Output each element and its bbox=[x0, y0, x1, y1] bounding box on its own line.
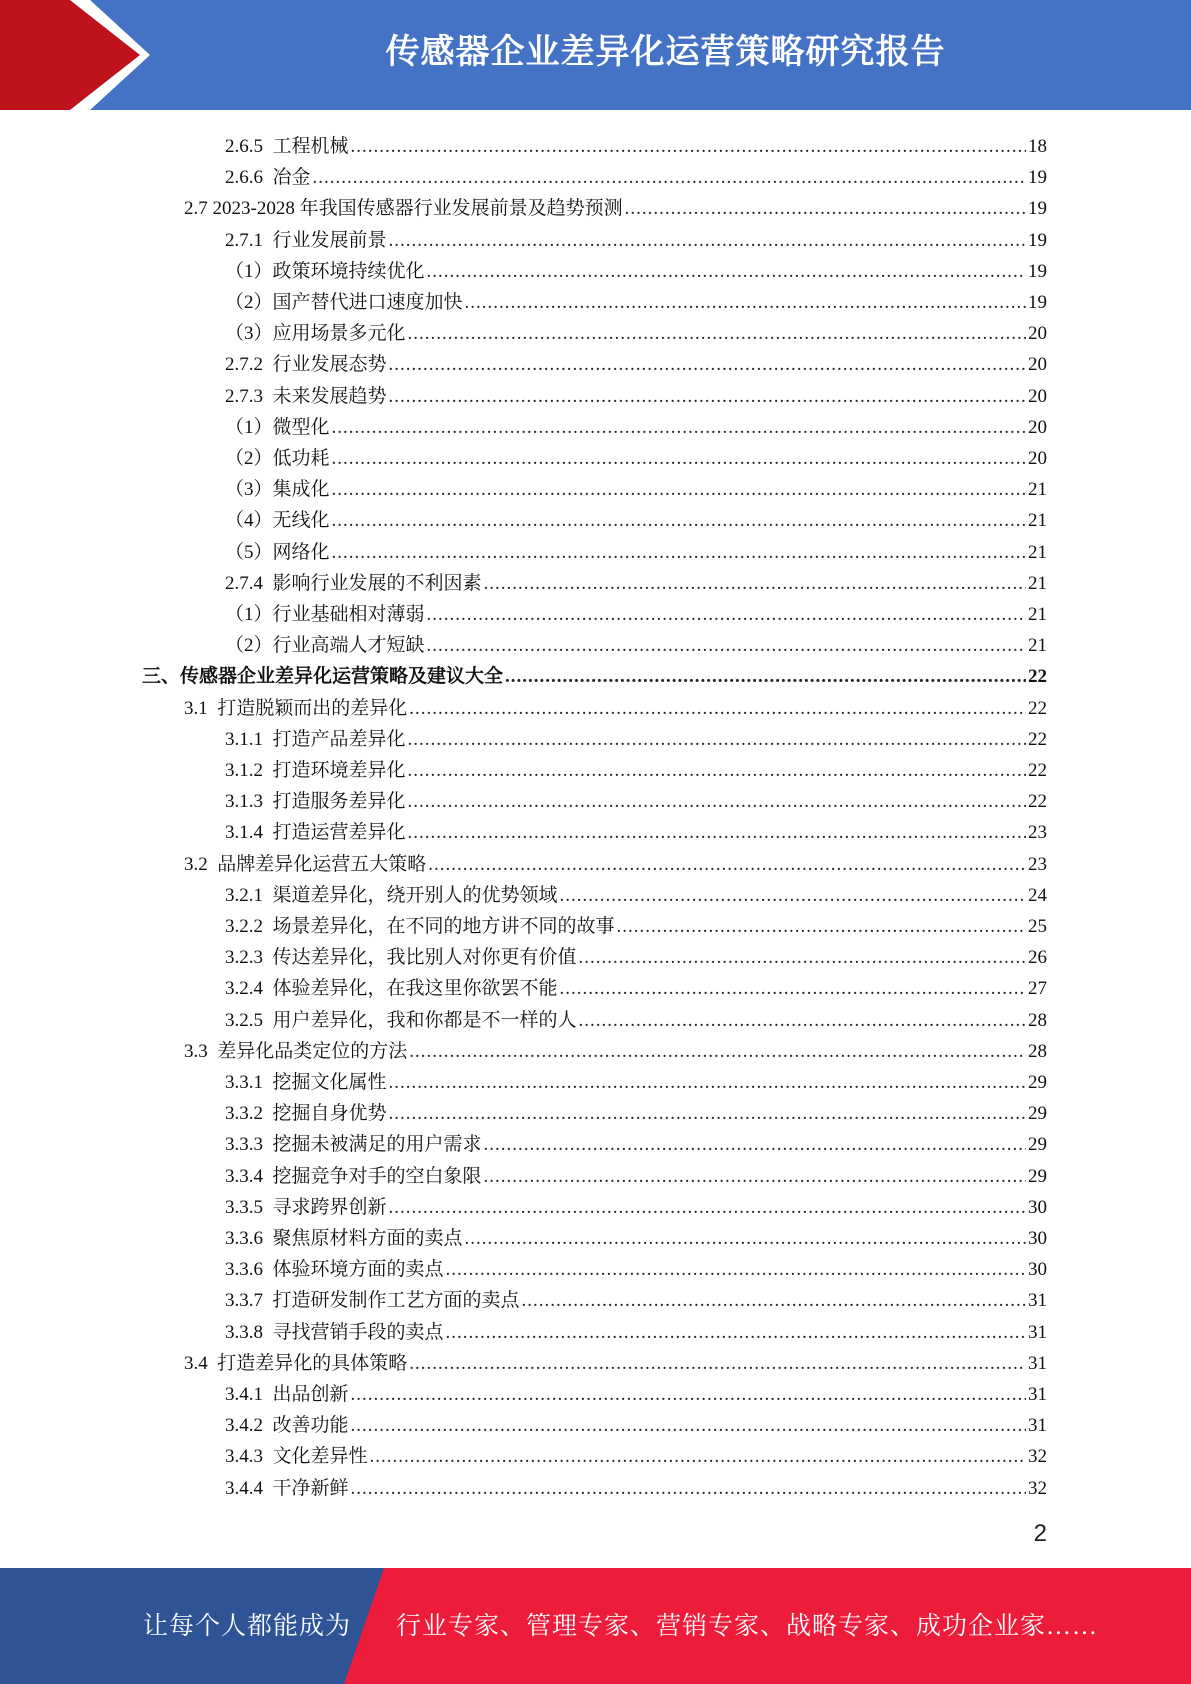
toc-entry[interactable] bbox=[225, 938, 1047, 969]
toc-entry-page: 21 bbox=[1028, 604, 1047, 625]
toc-entry-label: 2.7.2 行业发展态势 bbox=[225, 354, 387, 376]
toc-entry[interactable] bbox=[184, 1032, 1047, 1063]
toc-entry[interactable] bbox=[225, 345, 1047, 376]
toc-entry-label: 3.3 差异化品类定位的方法 bbox=[184, 1040, 408, 1062]
toc-entry-label: （1）行业基础相对薄弱 bbox=[225, 604, 425, 625]
toc-entry-page: 23 bbox=[1028, 853, 1047, 875]
toc-leader-dots bbox=[505, 666, 1026, 688]
toc-entry-page: 19 bbox=[1028, 292, 1047, 313]
toc-entry-label: （3）集成化 bbox=[225, 479, 330, 501]
toc-entry[interactable] bbox=[225, 501, 1047, 532]
toc-leader-dots bbox=[389, 354, 1026, 376]
footer-slogan-left: 让每个人都能成为 bbox=[143, 1613, 352, 1640]
toc-entry-label: （5）网络化 bbox=[225, 541, 330, 563]
toc-entry-page: 29 bbox=[1028, 1072, 1047, 1093]
toc-leader-dots bbox=[351, 1415, 1026, 1437]
toc-entry[interactable] bbox=[225, 1125, 1047, 1156]
toc-leader-dots bbox=[389, 1072, 1026, 1094]
toc-entry-page: 28 bbox=[1028, 1040, 1047, 1062]
toc-entry-page: 21 bbox=[1028, 572, 1047, 594]
toc-leader-dots bbox=[560, 978, 1026, 1000]
toc-entry-label: 3.4.2 改善功能 bbox=[225, 1415, 349, 1437]
page-number: 2 bbox=[1033, 1520, 1047, 1547]
toc-entry-label: （1）政策环境持续优化 bbox=[225, 260, 425, 282]
toc-entry[interactable] bbox=[225, 314, 1047, 345]
toc-leader-dots bbox=[408, 760, 1026, 782]
toc-entry-label: 3.2.1 渠道差异化，绕开别人的优势领域 bbox=[225, 884, 558, 906]
toc-entry-page: 31 bbox=[1028, 1321, 1047, 1343]
toc-entry-label: 3.4.3 文化差异性 bbox=[225, 1446, 368, 1468]
toc-entry-page: 29 bbox=[1028, 1134, 1047, 1156]
toc-entry[interactable] bbox=[225, 907, 1047, 938]
toc-entry[interactable] bbox=[225, 533, 1047, 564]
toc-entry-label: 3.3.6 体验环境方面的卖点 bbox=[225, 1259, 444, 1281]
toc-entry[interactable] bbox=[225, 813, 1047, 844]
toc-leader-dots bbox=[428, 854, 1026, 876]
toc-entry[interactable] bbox=[225, 1219, 1047, 1250]
toc-entry[interactable] bbox=[225, 1469, 1047, 1500]
toc-entry-page: 31 bbox=[1028, 1290, 1047, 1312]
toc-leader-dots bbox=[332, 448, 1026, 470]
toc-leader-dots bbox=[484, 1166, 1026, 1188]
toc-entry-page: 32 bbox=[1028, 1477, 1047, 1499]
toc-leader-dots bbox=[332, 510, 1026, 532]
toc-entry-label: 3.2.3 传达差异化，我比别人对你更有价值 bbox=[225, 947, 577, 969]
document-title: 传感器企业差异化运营策略研究报告 bbox=[385, 32, 946, 72]
toc-entry[interactable] bbox=[225, 1250, 1047, 1281]
toc-entry-page: 19 bbox=[1028, 260, 1047, 282]
toc-leader-dots bbox=[351, 136, 1026, 158]
toc-entry[interactable] bbox=[225, 221, 1047, 252]
toc-entry-page: 19 bbox=[1028, 167, 1047, 189]
toc-leader-dots bbox=[332, 479, 1026, 501]
toc-entry-page: 29 bbox=[1028, 1103, 1047, 1125]
toc-entry-label: 3.2.4 体验差异化，在我这里你欲罢不能 bbox=[225, 978, 558, 1000]
toc-entry[interactable] bbox=[142, 657, 1047, 688]
toc-leader-dots bbox=[446, 1322, 1026, 1344]
toc-entry-page: 28 bbox=[1028, 1009, 1047, 1031]
toc-entry-page: 22 bbox=[1028, 666, 1047, 688]
toc-entry[interactable] bbox=[225, 1001, 1047, 1032]
toc-entry-label: 3.3.4 挖掘竞争对手的空白象限 bbox=[225, 1165, 482, 1187]
toc-entry[interactable] bbox=[225, 720, 1047, 751]
toc-entry-page: 20 bbox=[1028, 448, 1047, 469]
toc-entry[interactable] bbox=[225, 283, 1047, 314]
toc-leader-dots bbox=[370, 1446, 1026, 1468]
toc-entry-label: 3.1.2 打造环境差异化 bbox=[225, 760, 406, 781]
toc-entry-page: 21 bbox=[1028, 635, 1047, 657]
toc-entry-label: 2.7.1 行业发展前景 bbox=[225, 229, 387, 251]
toc-leader-dots bbox=[332, 417, 1026, 439]
toc-entry-label: 2.7.4 影响行业发展的不利因素 bbox=[225, 572, 482, 594]
toc-entry-label: 2.6.6 冶金 bbox=[225, 167, 311, 189]
toc-leader-dots bbox=[427, 635, 1026, 657]
toc-entry-page: 30 bbox=[1028, 1228, 1047, 1249]
toc-leader-dots bbox=[351, 1478, 1026, 1500]
toc-leader-dots bbox=[465, 1228, 1026, 1250]
toc-leader-dots bbox=[446, 1259, 1026, 1281]
toc-leader-dots bbox=[484, 573, 1026, 595]
toc-entry[interactable] bbox=[225, 1188, 1047, 1219]
toc-entry[interactable] bbox=[225, 408, 1047, 439]
toc-entry-page: 25 bbox=[1028, 916, 1047, 937]
toc-entry[interactable] bbox=[225, 1281, 1047, 1312]
toc-entry[interactable] bbox=[225, 439, 1047, 470]
toc-entry-label: 2.7.3 未来发展趋势 bbox=[225, 385, 387, 407]
toc-entry-page: 20 bbox=[1028, 416, 1047, 438]
toc-entry-label: （2）国产替代进口速度加快 bbox=[225, 292, 463, 313]
toc-entry[interactable] bbox=[225, 626, 1047, 657]
toc-entry-page: 19 bbox=[1028, 229, 1047, 251]
toc-entry-label: 3.4 打造差异化的具体策略 bbox=[184, 1352, 408, 1374]
toc-entry-label: 3.3.3 挖掘未被满足的用户需求 bbox=[225, 1134, 482, 1156]
toc-entry-page: 23 bbox=[1028, 822, 1047, 844]
toc-entry-page: 20 bbox=[1028, 323, 1047, 345]
toc-entry[interactable] bbox=[184, 689, 1047, 720]
toc-entry[interactable] bbox=[225, 1313, 1047, 1344]
toc-entry-page: 30 bbox=[1028, 1259, 1047, 1281]
toc-entry-label: 2.7 2023-2028 年我国传感器行业发展前景及趋势预测 bbox=[184, 198, 623, 220]
toc-entry-label: （1）微型化 bbox=[225, 416, 330, 438]
toc-entry[interactable] bbox=[225, 751, 1047, 782]
toc-entry-page: 32 bbox=[1028, 1446, 1047, 1468]
toc-entry-page: 31 bbox=[1028, 1384, 1047, 1405]
toc-leader-dots bbox=[408, 323, 1026, 345]
toc-leader-dots bbox=[389, 230, 1026, 252]
toc-entry[interactable] bbox=[225, 595, 1047, 626]
toc-entry[interactable] bbox=[225, 1375, 1047, 1406]
toc-leader-dots bbox=[332, 542, 1026, 564]
toc-leader-dots bbox=[313, 167, 1026, 189]
toc-leader-dots bbox=[427, 604, 1026, 626]
toc-leader-dots bbox=[389, 1103, 1026, 1125]
toc-entry-page: 31 bbox=[1028, 1415, 1047, 1437]
toc-entry-label: 3.1.3 打造服务差异化 bbox=[225, 791, 406, 813]
toc-entry-page: 20 bbox=[1028, 385, 1047, 407]
page-header bbox=[0, 0, 1191, 110]
toc-leader-dots bbox=[409, 1353, 1026, 1375]
toc-entry-label: 3.3.1 挖掘文化属性 bbox=[225, 1072, 387, 1093]
toc-leader-dots bbox=[579, 1010, 1026, 1032]
toc-leader-dots bbox=[408, 729, 1026, 751]
toc-entry-label: 3.3.7 打造研发制作工艺方面的卖点 bbox=[225, 1290, 520, 1312]
toc-entry[interactable] bbox=[225, 377, 1047, 408]
toc-entry-label: 3.4.4 干净新鲜 bbox=[225, 1477, 349, 1499]
toc-leader-dots bbox=[617, 916, 1026, 938]
toc-leader-dots bbox=[625, 198, 1026, 220]
toc-entry-label: 三、传感器企业差异化运营策略及建议大全 bbox=[142, 666, 504, 688]
toc-entry-page: 27 bbox=[1028, 978, 1047, 1000]
toc-entry-label: 3.3.5 寻求跨界创新 bbox=[225, 1196, 387, 1218]
toc-entry-page: 21 bbox=[1028, 541, 1047, 563]
toc-leader-dots bbox=[351, 1384, 1026, 1406]
toc-entry-page: 22 bbox=[1028, 791, 1047, 813]
toc-entry-page: 20 bbox=[1028, 354, 1047, 376]
toc-entry[interactable] bbox=[225, 1406, 1047, 1437]
toc-leader-dots bbox=[560, 885, 1026, 907]
toc-entry[interactable] bbox=[225, 1437, 1047, 1468]
toc-entry-label: 3.2 品牌差异化运营五大策略 bbox=[184, 853, 427, 875]
toc-entry[interactable] bbox=[225, 782, 1047, 813]
toc-entry-page: 24 bbox=[1028, 884, 1047, 906]
toc-leader-dots bbox=[389, 1197, 1026, 1219]
toc-entry-label: （2）行业高端人才短缺 bbox=[225, 635, 425, 657]
toc-entry[interactable] bbox=[225, 158, 1047, 189]
toc-entry-page: 21 bbox=[1028, 479, 1047, 501]
toc-entry-page: 31 bbox=[1028, 1352, 1047, 1374]
toc-entry-page: 21 bbox=[1028, 510, 1047, 532]
toc-entry-page: 22 bbox=[1028, 728, 1047, 750]
toc-entry[interactable] bbox=[184, 189, 1047, 220]
toc-entry[interactable] bbox=[225, 564, 1047, 595]
toc-entry[interactable] bbox=[225, 127, 1047, 158]
toc-entry-page: 29 bbox=[1028, 1165, 1047, 1187]
toc-entry[interactable] bbox=[225, 876, 1047, 907]
toc-entry-label: 3.3.6 聚焦原材料方面的卖点 bbox=[225, 1228, 463, 1249]
toc-entry-page: 19 bbox=[1028, 198, 1047, 220]
toc-entry[interactable] bbox=[225, 252, 1047, 283]
toc-entry-label: （3）应用场景多元化 bbox=[225, 323, 406, 345]
toc-entry-label: 3.1.1 打造产品差异化 bbox=[225, 728, 406, 750]
toc-leader-dots bbox=[579, 947, 1026, 969]
toc-leader-dots bbox=[409, 698, 1026, 720]
toc-entry-page: 30 bbox=[1028, 1196, 1047, 1218]
toc-entry[interactable] bbox=[225, 1094, 1047, 1125]
toc-leader-dots bbox=[389, 386, 1026, 408]
toc-entry[interactable] bbox=[225, 969, 1047, 1000]
toc-leader-dots bbox=[465, 292, 1026, 314]
toc-entry-label: （2）低功耗 bbox=[225, 448, 330, 469]
toc-entry-page: 22 bbox=[1028, 697, 1047, 719]
toc-entry-label: 3.2.2 场景差异化，在不同的地方讲不同的故事 bbox=[225, 916, 615, 937]
toc-leader-dots bbox=[427, 261, 1026, 283]
toc-leader-dots bbox=[522, 1290, 1026, 1312]
toc-entry-label: 3.1 打造脱颖而出的差异化 bbox=[184, 697, 408, 719]
toc-entry-page: 18 bbox=[1028, 136, 1047, 157]
page-footer bbox=[0, 1568, 1191, 1684]
toc-entry[interactable] bbox=[184, 845, 1047, 876]
footer-slogan-right: 行业专家、管理专家、营销专家、战略专家、成功企业家…… bbox=[396, 1613, 1099, 1640]
toc-leader-dots bbox=[408, 791, 1026, 813]
toc-entry[interactable] bbox=[225, 470, 1047, 501]
toc-entry-label: 3.1.4 打造运营差异化 bbox=[225, 822, 406, 844]
toc-entry-label: 3.2.5 用户差异化，我和你都是不一样的人 bbox=[225, 1009, 577, 1031]
toc-entry-page: 26 bbox=[1028, 947, 1047, 969]
toc-entry[interactable] bbox=[184, 1344, 1047, 1375]
toc-entry-page: 22 bbox=[1028, 760, 1047, 781]
toc-entry-label: 3.4.1 出品创新 bbox=[225, 1384, 349, 1405]
toc-leader-dots bbox=[484, 1134, 1026, 1156]
toc-entry-label: 3.3.2 挖掘自身优势 bbox=[225, 1103, 387, 1125]
toc-leader-dots bbox=[409, 1041, 1026, 1063]
toc-entry[interactable] bbox=[225, 1063, 1047, 1094]
toc-entry-label: 2.6.5 工程机械 bbox=[225, 136, 349, 157]
toc-entry[interactable] bbox=[225, 1157, 1047, 1188]
toc-entry-label: 3.3.8 寻找营销手段的卖点 bbox=[225, 1321, 444, 1343]
toc-entry-label: （4）无线化 bbox=[225, 510, 330, 532]
toc-leader-dots bbox=[408, 822, 1026, 844]
